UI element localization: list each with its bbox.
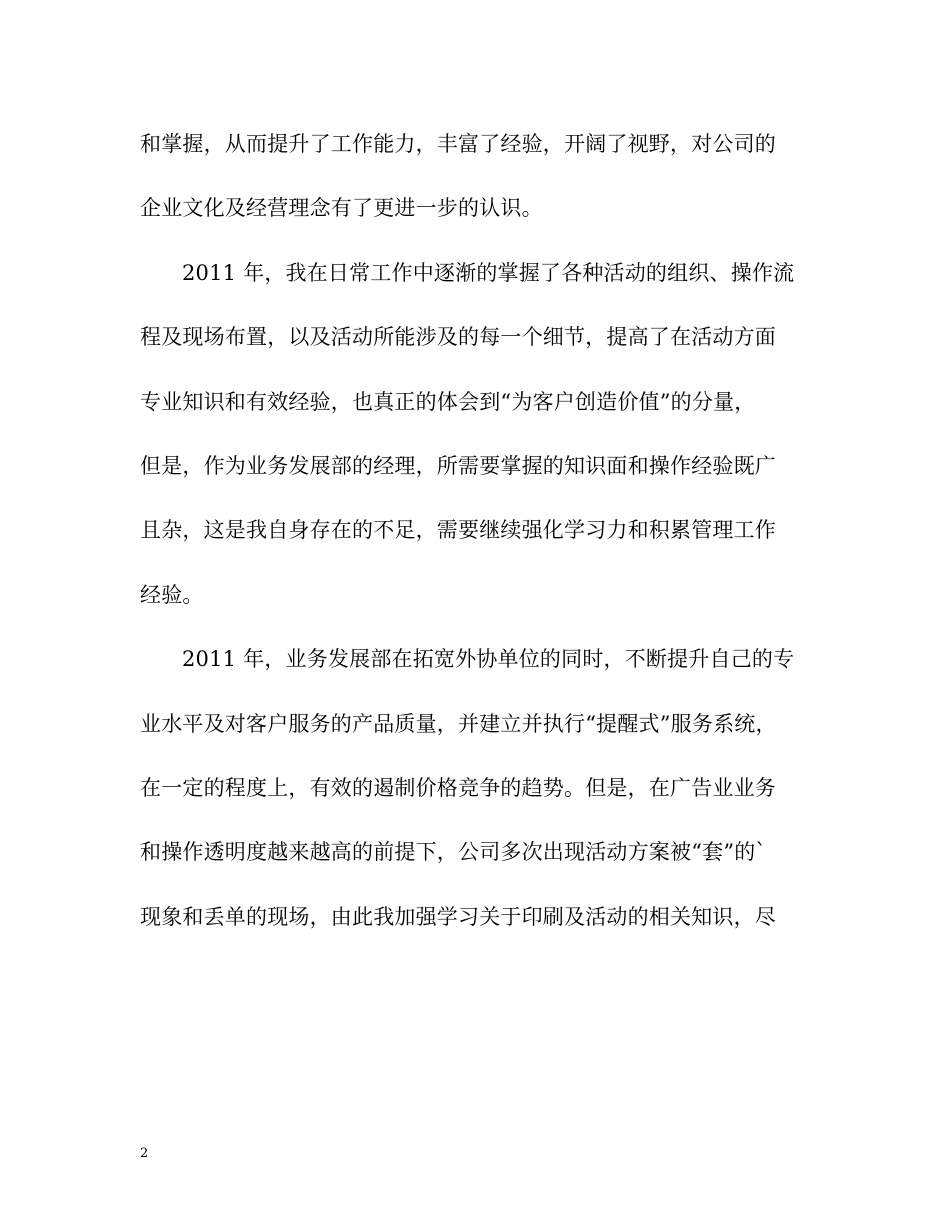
text-line: 程及现场布置，以及活动所能涉及的每一个细节，提高了在活动方面 [140,325,776,350]
text-line: 和操作透明度越来越高的前提下，公司多次出现活动方案被“套”的` [140,840,767,865]
text-line: 在一定的程度上，有效的遏制价格竞争的趋势。但是，在广告业业务 [140,775,776,800]
text-line: 但是，作为业务发展部的经理，所需要掌握的知识面和操作经验既广 [140,453,776,478]
text-line: 现象和丢单的现场，由此我加强学习关于印刷及活动的相关知识，尽 [140,904,776,929]
text-line: 企业文化及经营理念有了更进一步的认识。 [140,196,543,221]
body-text [140,122,820,959]
text-line: 2011 年，我在日常工作中逐渐的掌握了各种活动的组织、操作流 [182,260,795,285]
page-number: 2 [140,1146,149,1161]
text-line: 经验。 [140,582,204,607]
text-line: 和掌握，从而提升了工作能力，丰富了经验，开阔了视野，对公司的 [140,132,776,156]
text-line: 且杂，这是我自身存在的不足，需要继续强化学习力和积累管理工作 [140,518,776,543]
text-line: 业水平及对客户服务的产品质量，并建立并执行“提醒式”服务系统， [140,711,777,736]
text-line: 2011 年，业务发展部在拓宽外协单位的同时，不断提升自己的专 [182,647,795,672]
text-line: 专业知识和有效经验，也真正的体会到“为客户创造价值”的分量， [140,389,756,414]
